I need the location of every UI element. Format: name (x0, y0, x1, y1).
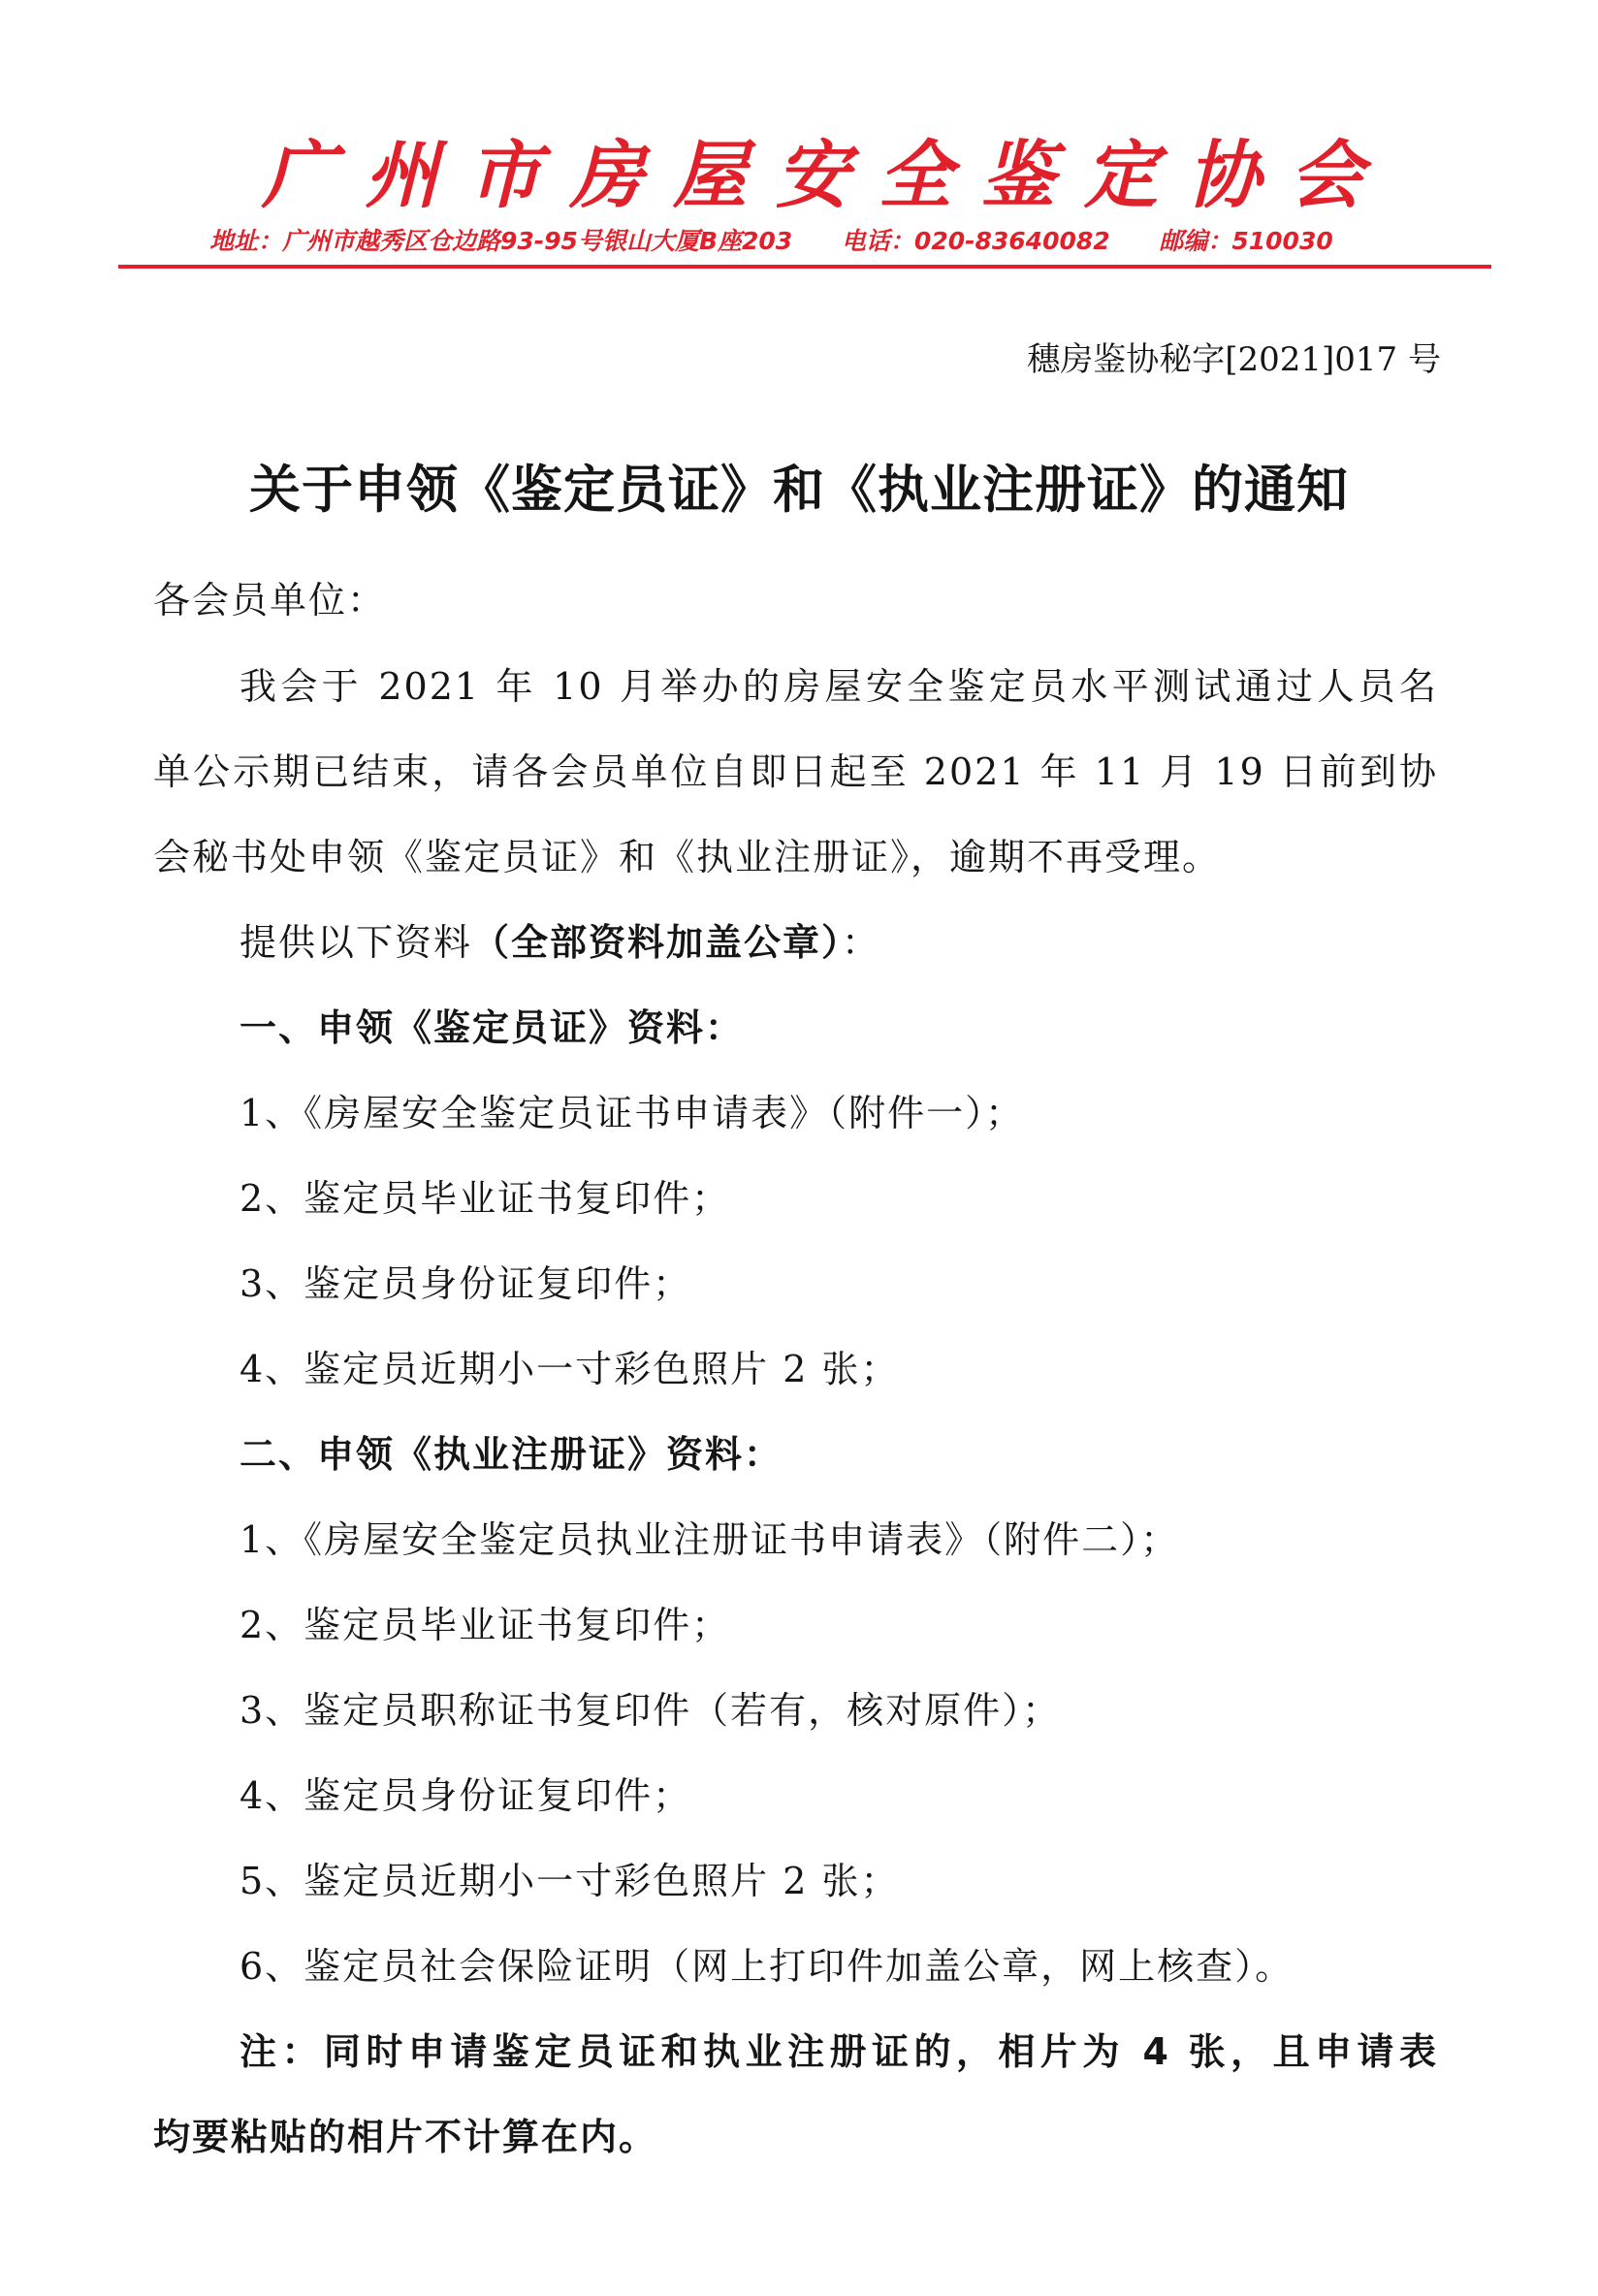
section1-heading: 一、申领《鉴定员证》资料： (240, 1006, 745, 1049)
letterhead-org-name: 广州市房屋安全鉴定协会 (262, 132, 1392, 218)
letterhead-postcode: 邮编：510030 (1159, 227, 1333, 255)
document-number: 穗房鉴协秘字[2021]017 号 (1027, 340, 1441, 379)
section1-item: 3、鉴定员身份证复印件； (240, 1262, 692, 1305)
section1-item: 1、《房屋安全鉴定员证书申请表》（附件一）； (240, 1092, 1025, 1134)
section1-item: 4、鉴定员近期小一寸彩色照片 2 张； (240, 1348, 900, 1390)
letterhead-phone: 电话：020-83640082 (841, 227, 1110, 255)
document-title: 关于申领《鉴定员证》和《执业注册证》的通知 (249, 461, 1349, 520)
section2-item: 4、鉴定员身份证复印件； (240, 1774, 692, 1817)
paragraph-line: 我会于 2021 年 10 月举办的房屋安全鉴定员水平测试通过人员名 (240, 665, 1438, 708)
provide-suffix: ： (842, 921, 881, 964)
note-line: 注：同时申请鉴定员证和执业注册证的，相片为 4 张，且申请表 (240, 2030, 1438, 2073)
note-line: 均要粘贴的相片不计算在内。 (153, 2116, 658, 2158)
provide-stamp-note: （全部资料加盖公章） (472, 921, 843, 964)
letterhead-address: 地址：广州市越秀区仓边路93-95号银山大厦B座203 (209, 227, 793, 255)
provide-materials-line (240, 921, 881, 964)
section2-item: 3、鉴定员职称证书复印件（若有，核对原件）； (240, 1689, 1062, 1732)
paragraph-line: 会秘书处申领《鉴定员证》和《执业注册证》，逾期不再受理。 (153, 836, 1222, 878)
section2-heading: 二、申领《执业注册证》资料： (240, 1433, 783, 1476)
provide-prefix: 提供以下资料 (240, 921, 473, 964)
section2-item: 1、《房屋安全鉴定员执业注册证书申请表》（附件二）； (240, 1518, 1180, 1561)
section1-item: 2、鉴定员毕业证书复印件； (240, 1177, 731, 1220)
letterhead-contact (209, 222, 1402, 257)
salutation: 各会员单位： (153, 579, 387, 622)
section2-item: 2、鉴定员毕业证书复印件； (240, 1604, 731, 1646)
letterhead-divider (118, 265, 1491, 269)
section2-item: 5、鉴定员近期小一寸彩色照片 2 张； (240, 1860, 900, 1902)
paragraph-line: 单公示期已结束，请各会员单位自即日起至 2021 年 11 月 19 日前到协 (153, 750, 1438, 793)
section2-item: 6、鉴定员社会保险证明（网上打印件加盖公章，网上核查）。 (240, 1945, 1294, 1988)
